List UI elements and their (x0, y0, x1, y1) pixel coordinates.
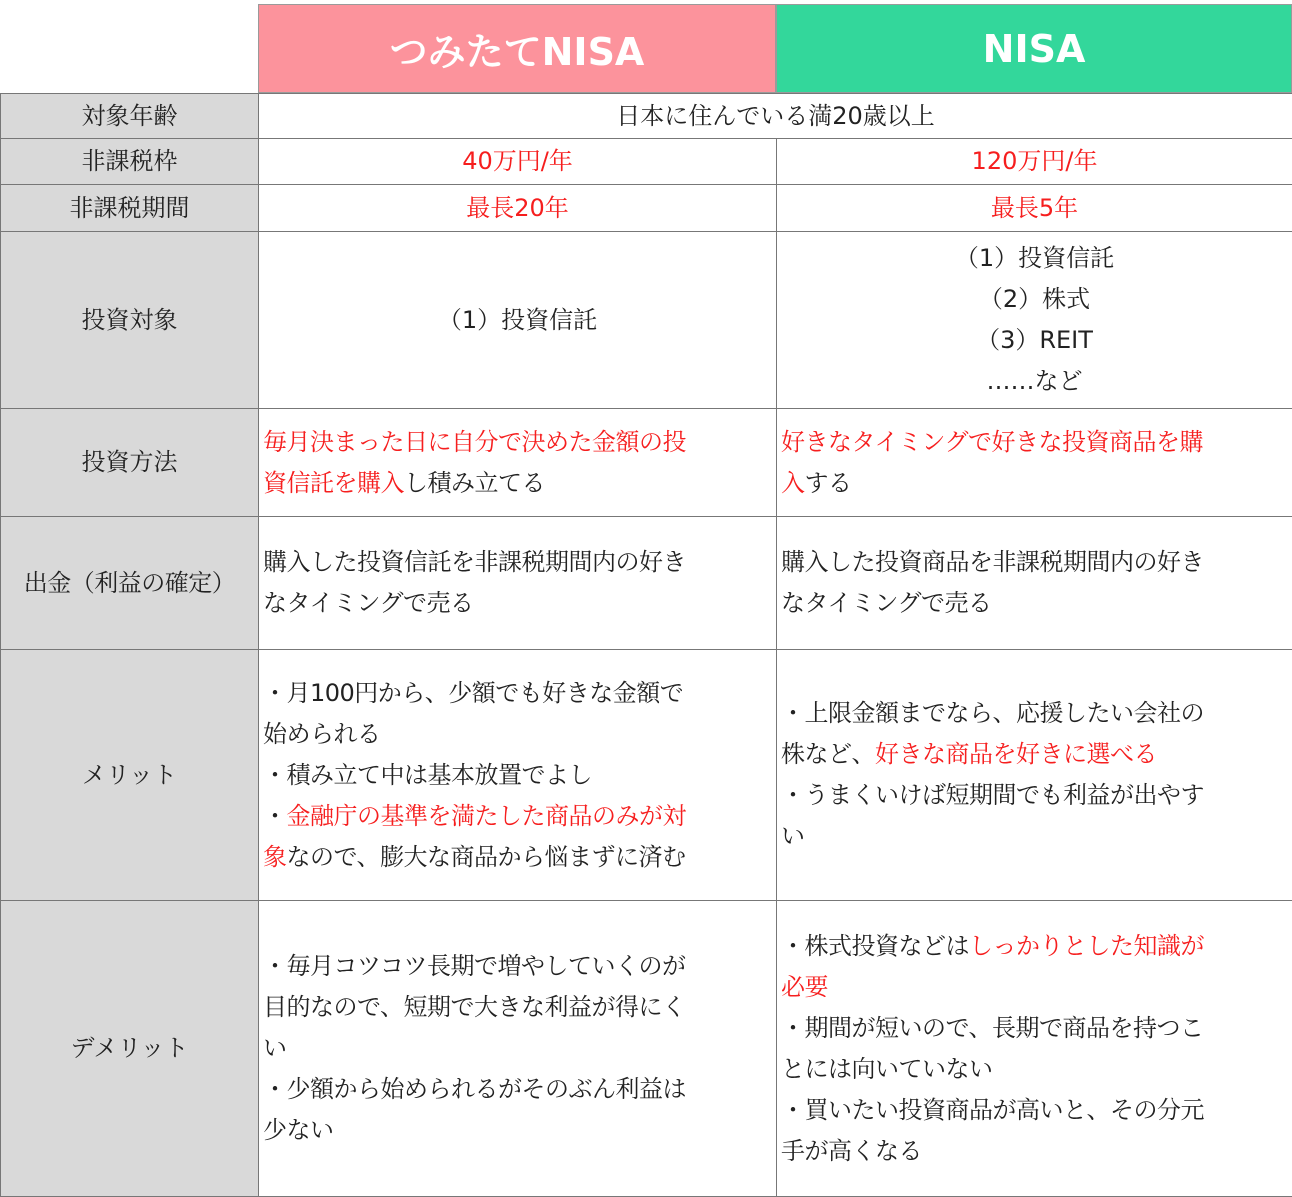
withdrawal-line: 購入した投資商品を非課税期間内の好き (781, 542, 1288, 583)
row-label-withdrawal: 出金（利益の確定） (1, 517, 259, 650)
method-text: し積み立てる (404, 469, 545, 497)
merit-text: なので、膨大な商品から悩まずに済む (287, 843, 686, 871)
tsumitate-investment-target: （1）投資信託 (259, 232, 777, 409)
row-label-investment-target: 投資対象 (1, 232, 259, 409)
demerit-line: ・期間が短いので、長期で商品を持つこ (781, 1008, 1288, 1049)
header-tsumitate-nisa: つみたてNISA (258, 4, 776, 93)
merit-text-red: 金融庁の基準を満たした商品のみが対 (287, 802, 687, 830)
nisa-tax-free-limit: 120万円/年 (777, 139, 1292, 185)
method-text-red: 入 (781, 469, 805, 497)
demerit-line: 目的なので、短期で大きな利益が得にく (263, 987, 772, 1028)
row-label-demerits: デメリット (1, 901, 259, 1197)
nisa-investment-method (777, 409, 1292, 517)
target-item: （2）株式 (781, 279, 1288, 320)
nisa-tax-free-period: 最長5年 (777, 185, 1292, 232)
tsumitate-merits (259, 650, 777, 901)
method-text-red: 毎月決まった日に自分で決めた金額の投 (263, 422, 772, 463)
merit-text-red: 好きな商品を好きに選べる (875, 740, 1157, 768)
nisa-investment-target (777, 232, 1292, 409)
demerit-line: とには向いていない (781, 1049, 1288, 1090)
demerit-line: ・買いたい投資商品が高いと、その分元 (781, 1090, 1288, 1131)
merit-line: 始められる (263, 714, 772, 755)
demerit-line: 少ない (263, 1110, 772, 1151)
tsumitate-tax-free-limit: 40万円/年 (259, 139, 777, 185)
tsumitate-tax-free-period: 最長20年 (259, 185, 777, 232)
row-investment-method (1, 409, 1292, 517)
nisa-withdrawal (777, 517, 1292, 650)
merit-line: い (781, 816, 1288, 857)
merit-text-red: 象 (263, 843, 287, 871)
demerit-text-red: 必要 (781, 967, 1288, 1008)
target-item: ……など (781, 361, 1288, 402)
nisa-merits (777, 650, 1292, 901)
demerit-line: ・少額から始められるがそのぶん利益は (263, 1069, 772, 1110)
method-text: する (805, 469, 852, 497)
demerit-text-red: しっかりとした知識が (969, 932, 1204, 960)
row-target-age (1, 94, 1292, 139)
merit-line: ・積み立て中は基本放置でよし (263, 755, 772, 796)
merit-line: ・月100円から、少額でも好きな金額で (263, 673, 772, 714)
withdrawal-line: 購入した投資信託を非課税期間内の好き (263, 542, 772, 583)
header-nisa: NISA (776, 4, 1292, 93)
row-tax-free-limit (1, 139, 1292, 185)
row-merits (1, 650, 1292, 901)
withdrawal-line: なタイミングで売る (263, 583, 772, 624)
target-item: （3）REIT (781, 320, 1288, 361)
comparison-grid (0, 93, 1292, 1197)
withdrawal-line: なタイミングで売る (781, 583, 1288, 624)
merit-line: ・うまくいけば短期間でも利益が出やす (781, 775, 1288, 816)
tsumitate-withdrawal (259, 517, 777, 650)
merit-line: ・上限金額までなら、応援したい会社の (781, 693, 1288, 734)
merit-bullet: ・ (263, 802, 287, 830)
nisa-demerits (777, 901, 1292, 1197)
row-tax-free-period (1, 185, 1292, 232)
tsumitate-investment-method (259, 409, 777, 517)
demerit-text: ・株式投資などは (781, 932, 969, 960)
row-label-merits: メリット (1, 650, 259, 901)
demerit-line: 手が高くなる (781, 1131, 1288, 1172)
row-demerits (1, 901, 1292, 1197)
row-label-tax-free-limit: 非課税枠 (1, 139, 259, 185)
merit-text: 株など、 (781, 740, 875, 768)
row-label-tax-free-period: 非課税期間 (1, 185, 259, 232)
target-item: （1）投資信託 (781, 238, 1288, 279)
row-withdrawal (1, 517, 1292, 650)
tsumitate-demerits (259, 901, 777, 1197)
demerit-line: ・毎月コツコツ長期で増やしていくのが (263, 946, 772, 987)
row-investment-target (1, 232, 1292, 409)
method-text-red: 資信託を購入 (263, 469, 404, 497)
target-age-value: 日本に住んでいる満20歳以上 (259, 94, 1292, 139)
row-label-investment-method: 投資方法 (1, 409, 259, 517)
row-label-target-age: 対象年齢 (1, 94, 259, 139)
demerit-line: い (263, 1028, 772, 1069)
method-text-red: 好きなタイミングで好きな投資商品を購 (781, 422, 1288, 463)
